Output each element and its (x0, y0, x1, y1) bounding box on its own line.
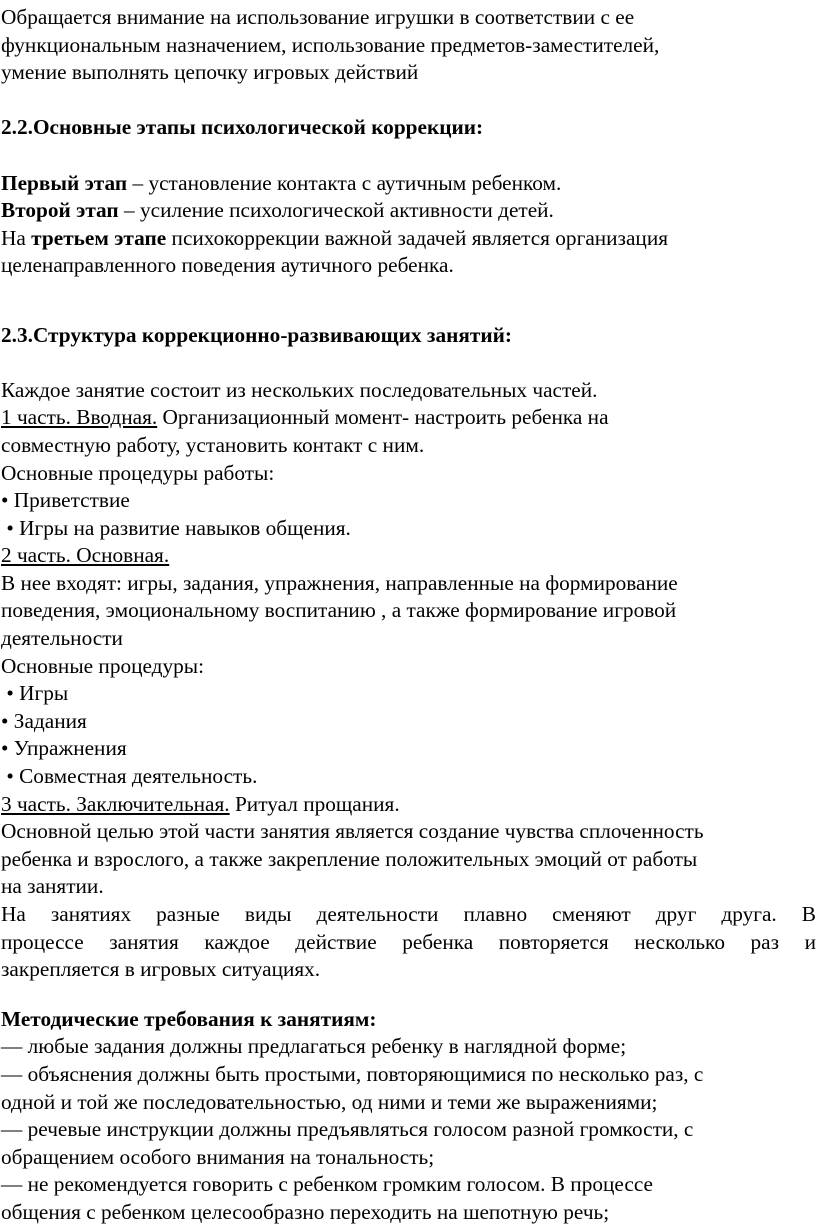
spacer (0, 308, 816, 322)
part-1-label: 1 часть. Вводная. (1, 405, 158, 430)
list-item: • Совместная деятельность. (1, 764, 258, 789)
structure-intro: Каждое занятие состоит из нескольких последовательных частей. (1, 377, 598, 402)
intro-line: умение выполнять цепочку игровых действий (1, 60, 419, 85)
list-item: • Приветствие (1, 488, 130, 513)
part-3-text: Ритуал прощания. (229, 791, 400, 816)
part-3-label: 3 часть. Заключительная. (1, 791, 230, 816)
list-item: • Упражнения (1, 736, 127, 761)
part-3-line: Основной целью этой части занятия является создание чувства сплоченность (1, 819, 704, 844)
stage-3-line (0, 225, 816, 253)
part-2-line: В нее входят: игры, задания, упражнения, направленные на формирование (1, 570, 678, 595)
part-2-label: 2 часть. Основная. (1, 543, 170, 568)
spacer (0, 142, 816, 170)
requirement-item: общения с ребенком целесообразно переходить на шепотную речь; (1, 1199, 610, 1224)
stage-3-prefix: На (1, 225, 32, 250)
requirement-item: — не рекомендуется говорить с ребенком громким голосом. В процессе (1, 1172, 653, 1197)
list-item: • Игры (1, 681, 69, 706)
list-item: • Игры на развитие навыков общения. (1, 515, 351, 540)
stage-2-text: – усиление психологической активности детей. (118, 198, 554, 223)
stage-3-label: третьем этапе (31, 225, 167, 250)
part-1-text: Организационный момент- настроить ребенка на (157, 405, 609, 430)
summary-line: На занятиях разные виды деятельности плавно сменяют друг друга. В (1, 902, 816, 926)
requirement-item: — объяснения должны быть простыми, повторяющимися по несколько раз, с (1, 1061, 704, 1086)
stage-1-label: Первый этап (1, 170, 128, 195)
part-3-line: ребенка и взрослого, а также закрепление положительных эмоций от работы (1, 846, 698, 871)
part-3-line (0, 791, 816, 819)
spacer (0, 87, 816, 115)
part-2-line: деятельности (1, 626, 123, 651)
stage-2-label: Второй этап (1, 198, 119, 223)
requirement-item: одной и той же последовательностью, од ними и теми же выражениями; (1, 1089, 658, 1114)
stage-1-line (0, 170, 816, 198)
requirements-heading: Методические требования к занятиям: (1, 1006, 377, 1031)
requirement-item: обращением особого внимания на тональность; (1, 1144, 435, 1169)
intro-line: функциональным назначением, использование предметов-заместителей, (1, 32, 660, 57)
stage-3-line2: целенаправленного поведения аутичного ребенка. (1, 253, 454, 278)
section-heading-2-2: 2.2.Основные этапы психологической коррекции: (1, 115, 484, 140)
stage-1-text: – установление контакта с аутичным ребенком. (127, 170, 562, 195)
requirement-item: — любые задания должны предлагаться ребенку в наглядной форме; (1, 1034, 627, 1059)
part-1-line2: совместную работу, установить контакт с ним. (1, 432, 425, 457)
part-2-procedures: Основные процедуры: (1, 653, 205, 678)
intro-line: Обращается внимание на использование игрушки в соответствии с ее (1, 5, 635, 29)
part-3-line: на занятии. (1, 874, 104, 899)
spacer (0, 280, 816, 308)
list-item: • Задания (1, 708, 87, 733)
stage-3-text: психокоррекции важной задачей является организация (166, 225, 669, 250)
stage-2-line (0, 197, 816, 225)
section-heading-2-3: 2.3.Структура коррекционно-развивающих занятий: (1, 322, 512, 347)
spacer (0, 349, 816, 377)
summary-line: процессе занятия каждое действие ребенка повторяется несколько раз и (1, 929, 816, 954)
part-1-line (0, 404, 816, 432)
part-1-procedures: Основные процедуры работы: (1, 460, 275, 485)
summary-line: закрепляется в игровых ситуациях. (1, 957, 321, 982)
spacer (0, 984, 816, 1006)
requirement-item: — речевые инструкции должны предъявляться голосом разной громкости, с (1, 1117, 694, 1142)
part-2-line: поведения, эмоциональному воспитанию , а также формирование игровой (1, 598, 677, 623)
